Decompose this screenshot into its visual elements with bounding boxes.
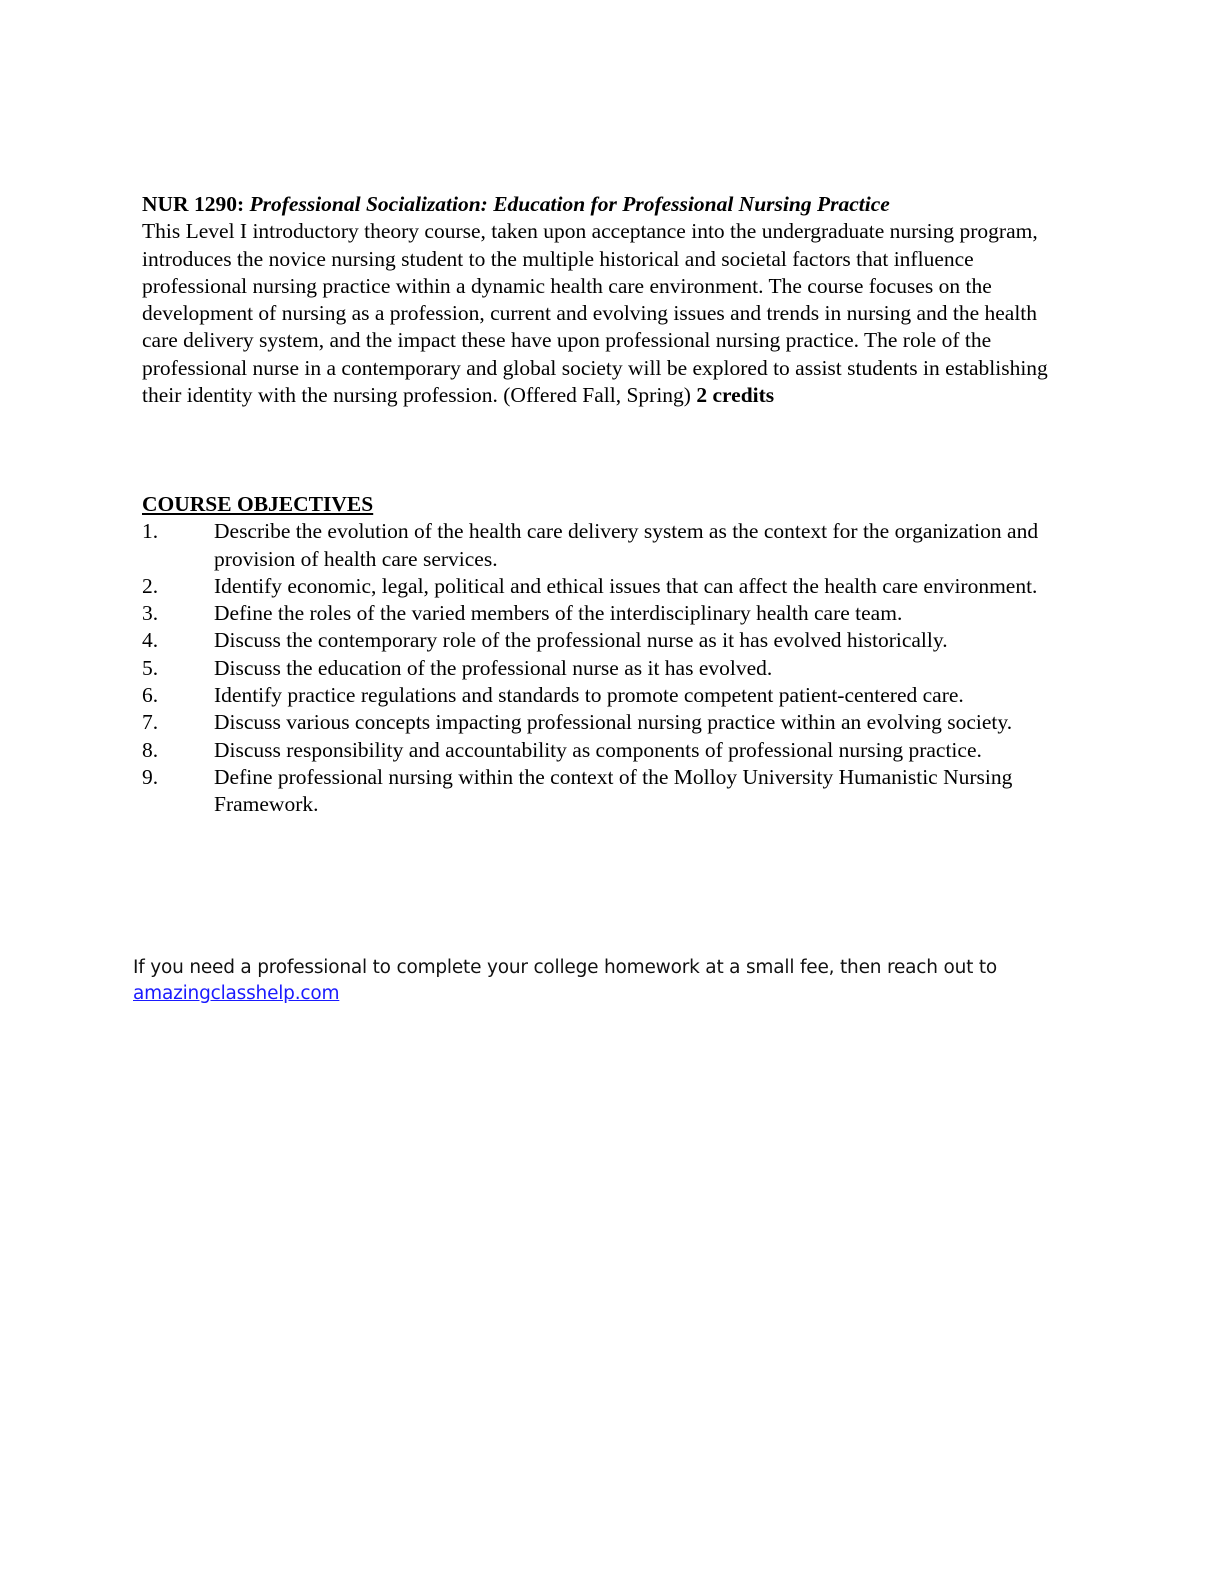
course-objectives-section: [142, 491, 1082, 819]
footer-link[interactable]: amazingclasshelp.com: [133, 983, 340, 1004]
objective-number: 3.: [142, 601, 159, 626]
objective-item: [142, 709, 1082, 736]
objective-number: 5.: [142, 655, 159, 680]
objective-number: 7.: [142, 710, 159, 735]
objective-item: [142, 627, 1082, 654]
objectives-list: [142, 518, 1082, 818]
objective-number: 8.: [142, 737, 159, 762]
course-description: [142, 218, 1072, 409]
objective-text: Discuss various concepts impacting professional nursing practice within an evolving society.: [214, 710, 1013, 735]
objective-text: Discuss the education of the professional nurse as it has evolved.: [214, 655, 773, 680]
objective-number: 2.: [142, 573, 159, 598]
objectives-heading: COURSE OBJECTIVES: [142, 492, 374, 516]
course-description-text: This Level I introductory theory course, taken upon acceptance into the undergraduate nursing program, introduces the novice nursing student to the multiple historical and societal factors that influence professional nursing practice within a dynamic health care environment. The course focuses on the development of nursing as a profession, current and evolving issues and trends in nursing and the health care delivery system, and the impact these have upon professional nursing practice. The role of the professional nurse in a contemporary and global society will be explored to assist students in establishing their identity with the nursing profession. (Offered Fall, Spring): [142, 219, 1048, 408]
objective-number: 1.: [142, 519, 159, 544]
objective-item: [142, 655, 1082, 682]
objective-text: Identify economic, legal, political and ethical issues that can affect the health care environment.: [214, 573, 1038, 598]
objective-item: [142, 682, 1082, 709]
objective-item: [142, 737, 1082, 764]
objective-number: 4.: [142, 628, 159, 653]
objective-item: [142, 764, 1082, 819]
course-description-section: [142, 191, 1072, 409]
footer-note: [133, 955, 1093, 1007]
objective-text: Identify practice regulations and standards to promote competent patient-centered care.: [214, 683, 964, 708]
objective-item: [142, 518, 1082, 573]
objective-item: [142, 600, 1082, 627]
objective-text: Discuss responsibility and accountability as components of professional nursing practice.: [214, 737, 982, 762]
objective-text: Define the roles of the varied members of the interdisciplinary health care team.: [214, 601, 903, 626]
course-title: Professional Socialization: Education for Professional Nursing Practice: [249, 192, 890, 216]
objective-text: Describe the evolution of the health care delivery system as the context for the organization and provision of health care services.: [214, 519, 1039, 571]
course-code: NUR 1290:: [142, 192, 245, 216]
objective-item: [142, 573, 1082, 600]
objective-number: 9.: [142, 764, 159, 789]
objective-number: 6.: [142, 683, 159, 708]
course-heading: [142, 191, 1072, 218]
course-credits: 2 credits: [696, 383, 775, 408]
objective-text: Define professional nursing within the context of the Molloy University Humanistic Nursing Framework.: [214, 764, 1013, 817]
footer-text: If you need a professional to complete your college homework at a small fee, then reach out to: [133, 957, 997, 978]
objective-text: Discuss the contemporary role of the professional nurse as it has evolved historically.: [214, 628, 948, 653]
